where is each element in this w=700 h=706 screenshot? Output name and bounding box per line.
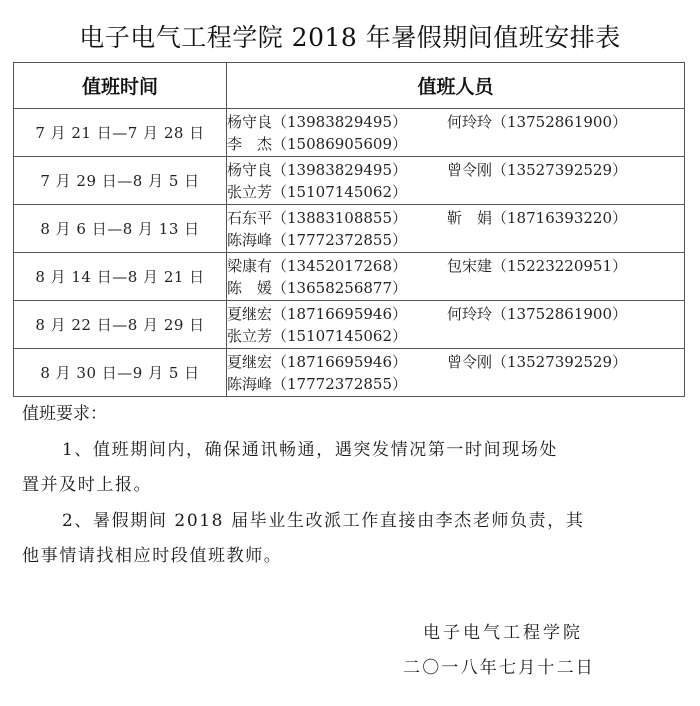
staff-entry: 何玲玲（13752861900） (447, 304, 627, 323)
staff-entry: 曾令刚（13527392529） (447, 160, 627, 179)
signature-organization: 电子电气工程学院 (423, 623, 583, 643)
duty-staff-cell (227, 349, 685, 397)
requirements-heading: 值班要求： (22, 404, 107, 424)
duty-time-cell: 8 月 30 日—9 月 5 日 (14, 349, 227, 397)
duty-schedule-table (13, 62, 685, 397)
staff-entry: 李 杰（15086905609） (227, 134, 407, 153)
duty-staff-cell (227, 253, 685, 301)
duty-staff-cell (227, 109, 685, 157)
table-row (14, 205, 685, 253)
staff-entry: 夏继宏（18716695946） (227, 352, 407, 371)
duty-time-cell: 8 月 14 日—8 月 21 日 (14, 253, 227, 301)
staff-entry: 曾令刚（13527392529） (447, 352, 627, 371)
signature-date: 二〇一八年七月十二日 (403, 658, 595, 678)
staff-entry: 张立芳（15107145062） (227, 182, 407, 201)
staff-entry: 梁康有（13452017268） (227, 256, 407, 275)
staff-entry: 包宋建（15223220951） (447, 256, 627, 275)
staff-entry: 杨守良（13983829495） (227, 160, 407, 179)
duty-staff-cell (227, 205, 685, 253)
table-row (14, 109, 685, 157)
document-title: 电子电气工程学院 2018 年暑假期间值班安排表 (79, 23, 621, 52)
staff-entry: 杨守良（13983829495） (227, 112, 407, 131)
header-duty-time: 值班时间 (14, 63, 227, 109)
table-header-row (14, 63, 685, 109)
table-row (14, 349, 685, 397)
requirement-item-2: 2、暑假期间 2018 届毕业生改派工作直接由李杰老师负责，其 (62, 511, 585, 531)
staff-entry: 石东平（13883108855） (227, 208, 407, 227)
table-row (14, 157, 685, 205)
requirement-item-2-continued: 他事情请找相应时段值班教师。 (22, 546, 283, 566)
requirement-item-1: 1、值班期间内，确保通讯畅通，遇突发情况第一时间现场处 (62, 440, 559, 460)
staff-entry: 陈海峰（17772372855） (227, 374, 407, 393)
staff-entry: 陈 媛（13658256877） (227, 278, 407, 297)
duty-time-cell: 8 月 22 日—8 月 29 日 (14, 301, 227, 349)
duty-staff-cell (227, 157, 685, 205)
duty-time-cell: 7 月 29 日—8 月 5 日 (14, 157, 227, 205)
staff-entry: 靳 娟（18716393220） (447, 208, 627, 227)
header-duty-staff: 值班人员 (227, 63, 685, 109)
staff-entry: 张立芳（15107145062） (227, 326, 407, 345)
duty-time-cell: 8 月 6 日—8 月 13 日 (14, 205, 227, 253)
staff-entry: 何玲玲（13752861900） (447, 112, 627, 131)
table-row (14, 301, 685, 349)
table-row (14, 253, 685, 301)
staff-entry: 陈海峰（17772372855） (227, 230, 407, 249)
duty-staff-cell (227, 301, 685, 349)
requirement-item-1-continued: 置并及时上报。 (22, 475, 153, 495)
staff-entry: 夏继宏（18716695946） (227, 304, 407, 323)
duty-time-cell: 7 月 21 日—7 月 28 日 (14, 109, 227, 157)
